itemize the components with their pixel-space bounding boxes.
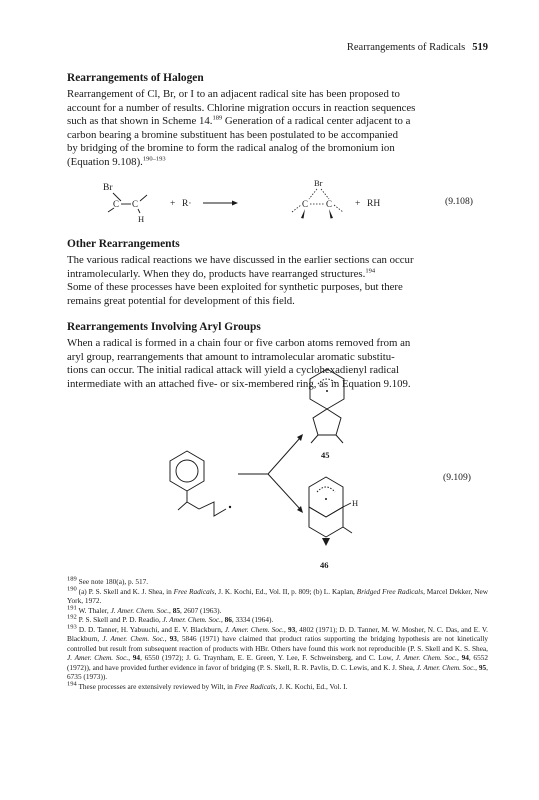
- footnote-text: ,: [220, 615, 225, 624]
- text-line: remains great potential for development of this field.: [67, 294, 295, 307]
- alkyl-chain: [187, 491, 226, 516]
- footnote-text: , 5846 (1971) have claimed that product ratios supporting the bridging hypothesis are not kinetically controlled but result from subsequent reaction of products with HBr. Others have found this work not reproducible (P. S. Skell and K. S. Shea,: [67, 634, 489, 653]
- section-heading-aryl: Rearrangements Involving Aryl Groups: [67, 321, 261, 333]
- footnote-mark: 192: [67, 613, 77, 621]
- footnote: [67, 615, 488, 625]
- bond-line: [311, 435, 318, 443]
- footnote-mark: 189: [67, 575, 77, 583]
- footnote-text: ,: [456, 653, 462, 662]
- footnote-text: J. Amer. Chem. Soc.: [102, 634, 165, 643]
- text-line: tions can occur. The initial radical attack will yield a cyclohexadienyl radical: [67, 364, 399, 377]
- bond-line: [336, 435, 343, 443]
- equation-number: (9.108): [445, 196, 473, 207]
- footnote-ref: 189: [212, 114, 223, 122]
- footnote-text: ,: [164, 634, 170, 643]
- plus-sign: +: [170, 199, 176, 209]
- arrow-branch-lower: [268, 474, 300, 509]
- footnote-text: , 6552 (1972)), and have provided further evidence in favor of bridging (P. S. Skell, R. R. Pavlis, D. C. Lewis, and K. J. Shea,: [67, 653, 489, 672]
- footnote-text: 85: [172, 605, 180, 615]
- text-line: intramolecularly. When they do, products have rearranged structures.$^{194}$: [67, 267, 376, 280]
- footnote-text: 93: [287, 624, 296, 634]
- footnote-text: ,: [169, 605, 173, 615]
- footnote-text: J. Amer. Chem. Soc.: [395, 653, 457, 662]
- footnote: [67, 587, 488, 606]
- text-line: intermediate with an attached five- or six-membered ring, as in Equation 9.109.: [67, 377, 411, 390]
- cyclohexane-ring: [309, 507, 343, 537]
- footnote-text: P. S. Skell and P. D. Readio,: [78, 615, 163, 624]
- footnote-ref: 194: [365, 267, 376, 274]
- footnote-text: Free Radicals: [234, 681, 276, 691]
- bromine-label: Br: [314, 178, 323, 188]
- text-line: The various radical reactions we have discussed in the earlier sections can occur: [67, 254, 414, 266]
- footnote-text: J. Amer. Chem. Soc.: [67, 653, 129, 662]
- footnote-text: 94: [132, 653, 141, 662]
- compound-number-45: 45: [321, 450, 330, 460]
- text-line: aryl group, rearrangements that amount to intramolecular aromatic substitu-: [67, 350, 395, 363]
- carbon-label: C: [326, 199, 333, 209]
- text-line: such as that shown in Scheme 14.$^{189}$ Generation of a radical center adjacent to a: [67, 114, 411, 128]
- plus-sign: +: [355, 199, 361, 209]
- footnote-text: J. Amer. Chem. Soc.: [224, 624, 285, 634]
- running-title: Rearrangements of Radicals: [346, 42, 466, 53]
- footnote-text: J. Amer. Chem. Soc.: [416, 662, 476, 672]
- radical-dot: [326, 390, 328, 392]
- bond-line: [343, 503, 351, 507]
- footnote-mark: 191: [67, 604, 77, 612]
- footnote-text: 95: [478, 662, 487, 672]
- benzene-ring: [170, 451, 204, 491]
- footnote-text: 94: [461, 653, 469, 662]
- carbon-label: C: [132, 199, 139, 209]
- footnote-text: ,: [128, 653, 133, 662]
- radical-dot: [325, 498, 327, 500]
- footnote-text: , 6735 (1973)).: [67, 662, 488, 681]
- text-line: Some of these processes have been exploited for synthetic purposes, but there: [67, 281, 403, 294]
- footnote-text: , J. K. Kochi, Ed., Vol. I.: [275, 681, 348, 691]
- footnote-text: Bridged Free Radicals: [356, 586, 424, 596]
- cyclohexadienyl-ring: [309, 477, 343, 517]
- bond-line: [343, 527, 352, 533]
- footnote: [67, 682, 488, 692]
- hydrogen-label: H: [138, 214, 145, 224]
- page-number: 519: [472, 42, 488, 53]
- footnote: [67, 625, 488, 682]
- section-heading-other: Other Rearrangements: [67, 238, 180, 250]
- footnote-text: (a) P. S. Skell and K. J. Shea, in: [78, 586, 174, 596]
- footnote-text: , 6550 (1972); J. G. Traynham, E. E. Green, Y. Lee, F. Schweinsberg, and C. Low,: [140, 653, 396, 662]
- footnote-text: , Marcel Dekker, New York, 1972.: [67, 586, 488, 605]
- footnote-text: , 2607 (1963).: [179, 605, 222, 615]
- footnote-text: 93: [169, 634, 177, 643]
- footnote-text: , 4802 (1971); D. D. Tanner, M. W. Mosher, N. C. Das, and E. V. Blackburn,: [67, 624, 489, 643]
- product-label: RH: [367, 199, 381, 209]
- footnote-text: , J. K. Kochi, Ed., Vol. II, p. 809; (b) L. Kaplan,: [214, 586, 357, 596]
- arrow-branch-upper: [268, 438, 300, 474]
- footnote-text: 86: [224, 615, 232, 624]
- equation-number: (9.109): [443, 472, 471, 483]
- footnote-ref: 190–193: [142, 155, 166, 163]
- spiro-cyclopentane-ring: [313, 409, 341, 435]
- carbon-label: C: [113, 199, 120, 209]
- text-line: by bridging of the bromine to form the radical analog of the bromonium ion: [67, 142, 395, 155]
- aromatic-circle: [176, 460, 198, 482]
- text-line: account for a number of results. Chlorine migration occurs in reaction sequences: [67, 101, 416, 114]
- footnote-mark: 194: [67, 680, 77, 688]
- footnote-text: J. Amer. Chem. Soc.: [110, 605, 170, 615]
- footnote-text: Free Radicals: [173, 586, 215, 596]
- radical-dot: [229, 506, 231, 508]
- text-line: Rearrangement of Cl, Br, or I to an adjacent radical site has been proposed to: [67, 88, 400, 100]
- text-line: When a radical is formed in a chain four or five carbon atoms removed from an: [67, 337, 411, 349]
- delocalization-arc: [318, 379, 336, 384]
- footnote-text: These processes are extensively reviewed by Wilt, in: [78, 681, 235, 691]
- section-heading-halogen: Rearrangements of Halogen: [67, 72, 204, 84]
- footnote: [67, 606, 488, 616]
- footnote-text: J. Amer. Chem. Soc.: [162, 615, 221, 624]
- footnote-mark: 193: [67, 623, 77, 631]
- footnote: [67, 577, 488, 587]
- footnote-text: ,: [284, 624, 288, 634]
- hydrogen-label: H: [352, 498, 359, 508]
- text-line: (Equation 9.108).$^{190-193}$: [67, 155, 166, 168]
- bromine-label: Br: [103, 183, 113, 193]
- footnote-text: ,: [475, 662, 479, 672]
- footnote-text: W. Thaler,: [78, 605, 111, 615]
- compound-number-46: 46: [320, 560, 329, 570]
- footnotes: [67, 577, 488, 691]
- footnote-text: See note 180(a), p. 517.: [78, 577, 149, 586]
- footnote-mark: 190: [67, 585, 77, 593]
- delocalization-arc: [317, 487, 335, 492]
- carbon-label: C: [302, 199, 309, 209]
- cyclohexadienyl-ring: [310, 369, 344, 409]
- radical-label: R·: [182, 199, 192, 209]
- wedge-bond: [322, 538, 330, 546]
- footnote-text: , 3334 (1964).: [231, 615, 274, 624]
- text-line: carbon bearing a bromine substituent has been postulated to be accompanied: [67, 128, 398, 141]
- bond-line: [178, 502, 187, 510]
- footnote-text: D. D. Tanner, H. Yabuuchi, and E. V. Blackburn,: [78, 624, 225, 634]
